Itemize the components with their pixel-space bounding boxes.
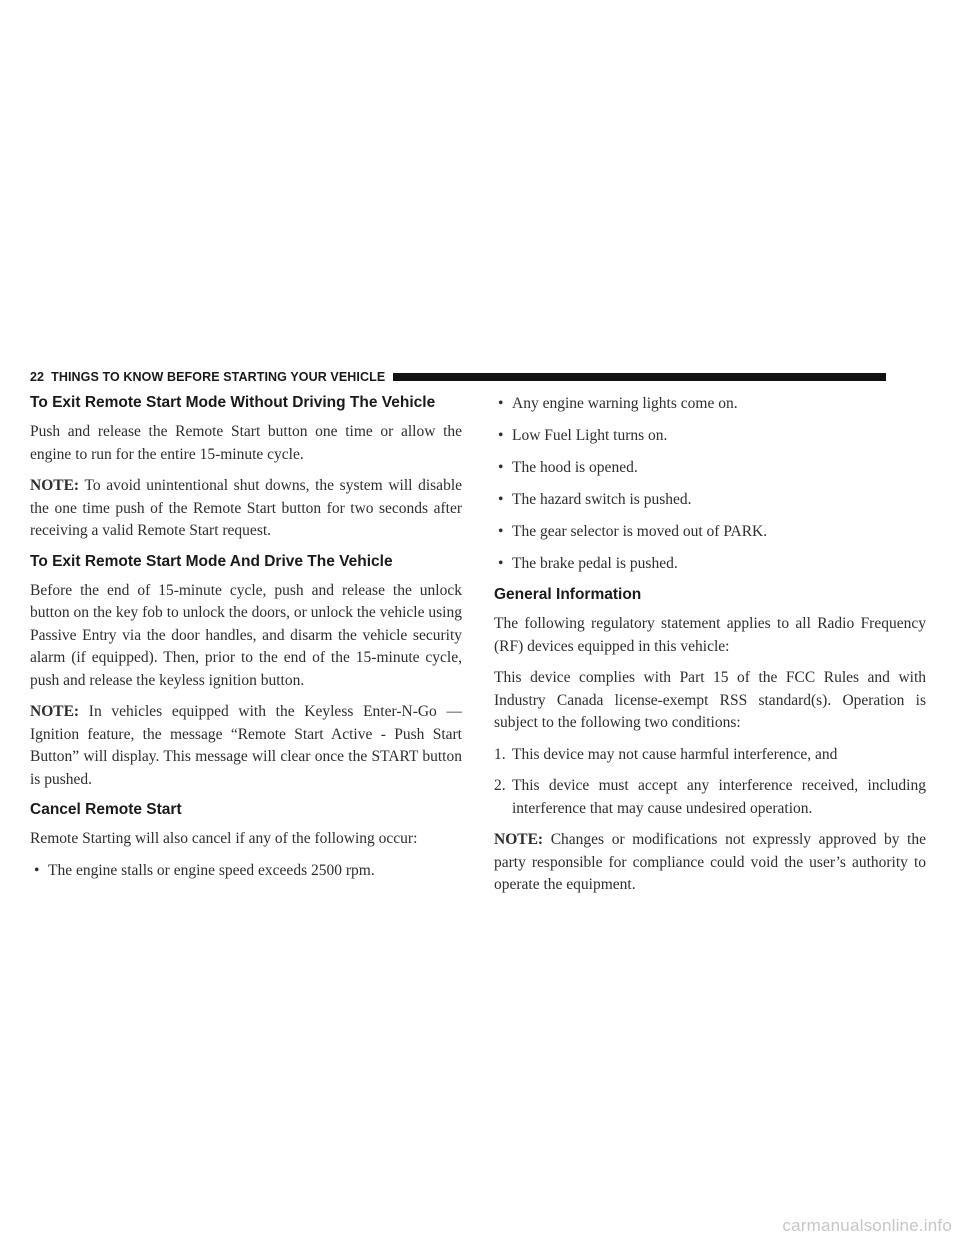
list-item: • The gear selector is moved out of PARK. [494,521,926,544]
page-number: 22 [30,370,45,384]
section-heading-exit-without-driving: To Exit Remote Start Mode Without Driving The Vehicle [30,394,436,411]
right-column [494,393,926,906]
paragraph-cancel-remote-start: Remote Starting will also cancel if any of the following occur: [30,830,418,847]
note-text: Changes or modifications not expressly approved by the party responsible for compliance could void the user’s authority to operate the equipment. [494,831,926,893]
paragraph-fcc-compliance: This device complies with Part 15 of the FCC Rules and with Industry Canada license-exempt RSS standard(s). Operation is subject to the following two conditions: [494,669,926,731]
left-column [30,393,462,892]
watermark: carmanualsonline.info [782,1216,952,1235]
note-text: In vehicles equipped with the Keyless Enter-N-Go — Ignition feature, the message “Remote Start Active - Push Start Button” will display. This message will clear once the START button is pushed. [30,703,462,788]
conditions-list [494,744,926,821]
bullet-icon: • [498,491,504,508]
section-heading-cancel-remote-start: Cancel Remote Start [30,801,182,818]
cancel-conditions-list-continued [494,393,926,576]
page-header [30,368,886,386]
paragraph-regulatory-statement: The following regulatory statement applies to all Radio Frequency (RF) devices equipped in this vehicle: [494,615,926,655]
list-item: • The brake pedal is pushed. [494,553,926,576]
note-keyless-enter-n-go [30,701,462,791]
list-item: • Any engine warning lights come on. [494,393,926,416]
bullet-icon: • [498,395,504,412]
note-label: NOTE: [30,477,80,494]
section-heading-exit-and-drive: To Exit Remote Start Mode And Drive The Vehicle [30,552,393,570]
list-item: • The hazard switch is pushed. [494,489,926,512]
paragraph-exit-and-drive: Before the end of 15-minute cycle, push and release the unlock button on the key fob to unlock the doors, or unlock the vehicle using Passive Entry via the door handles, and disarm the vehicle security alarm (if equipped). Then, prior to the end of the 15-minute cycle, push and release the keyless ignition button. [30,581,462,689]
paragraph-exit-without-driving: Push and release the Remote Start button one time or allow the engine to run for the entire 15-minute cycle. [30,423,462,463]
list-item: 2. This device must accept any interference received, including interference that may cause undesired operation. [494,777,926,817]
note-text: To avoid unintentional shut downs, the system will disable the one time push of the Remote Start button for two seconds after receiving a valid Remote Start request. [30,477,462,539]
bullet-icon: • [498,523,504,540]
list-item: • The hood is opened. [494,457,926,480]
list-item: • Low Fuel Light turns on. [494,425,926,448]
note-label: NOTE: [30,703,80,720]
list-item: 1. This device may not cause harmful interference, and [494,745,838,763]
note-label: NOTE: [494,831,544,848]
section-heading-general-information: General Information [494,586,642,603]
header-rule [393,373,886,381]
bullet-icon: • [34,861,40,879]
note-modifications [494,829,926,897]
chapter-title: THINGS TO KNOW BEFORE STARTING YOUR VEHICLE [51,370,386,384]
bullet-icon: • [498,459,504,476]
bullet-icon: • [498,427,504,444]
cancel-conditions-list [30,860,462,883]
bullet-icon: • [498,555,504,572]
note-unintentional-shutdown [30,475,462,543]
list-item: • The engine stalls or engine speed exceeds 2500 rpm. [30,860,462,883]
